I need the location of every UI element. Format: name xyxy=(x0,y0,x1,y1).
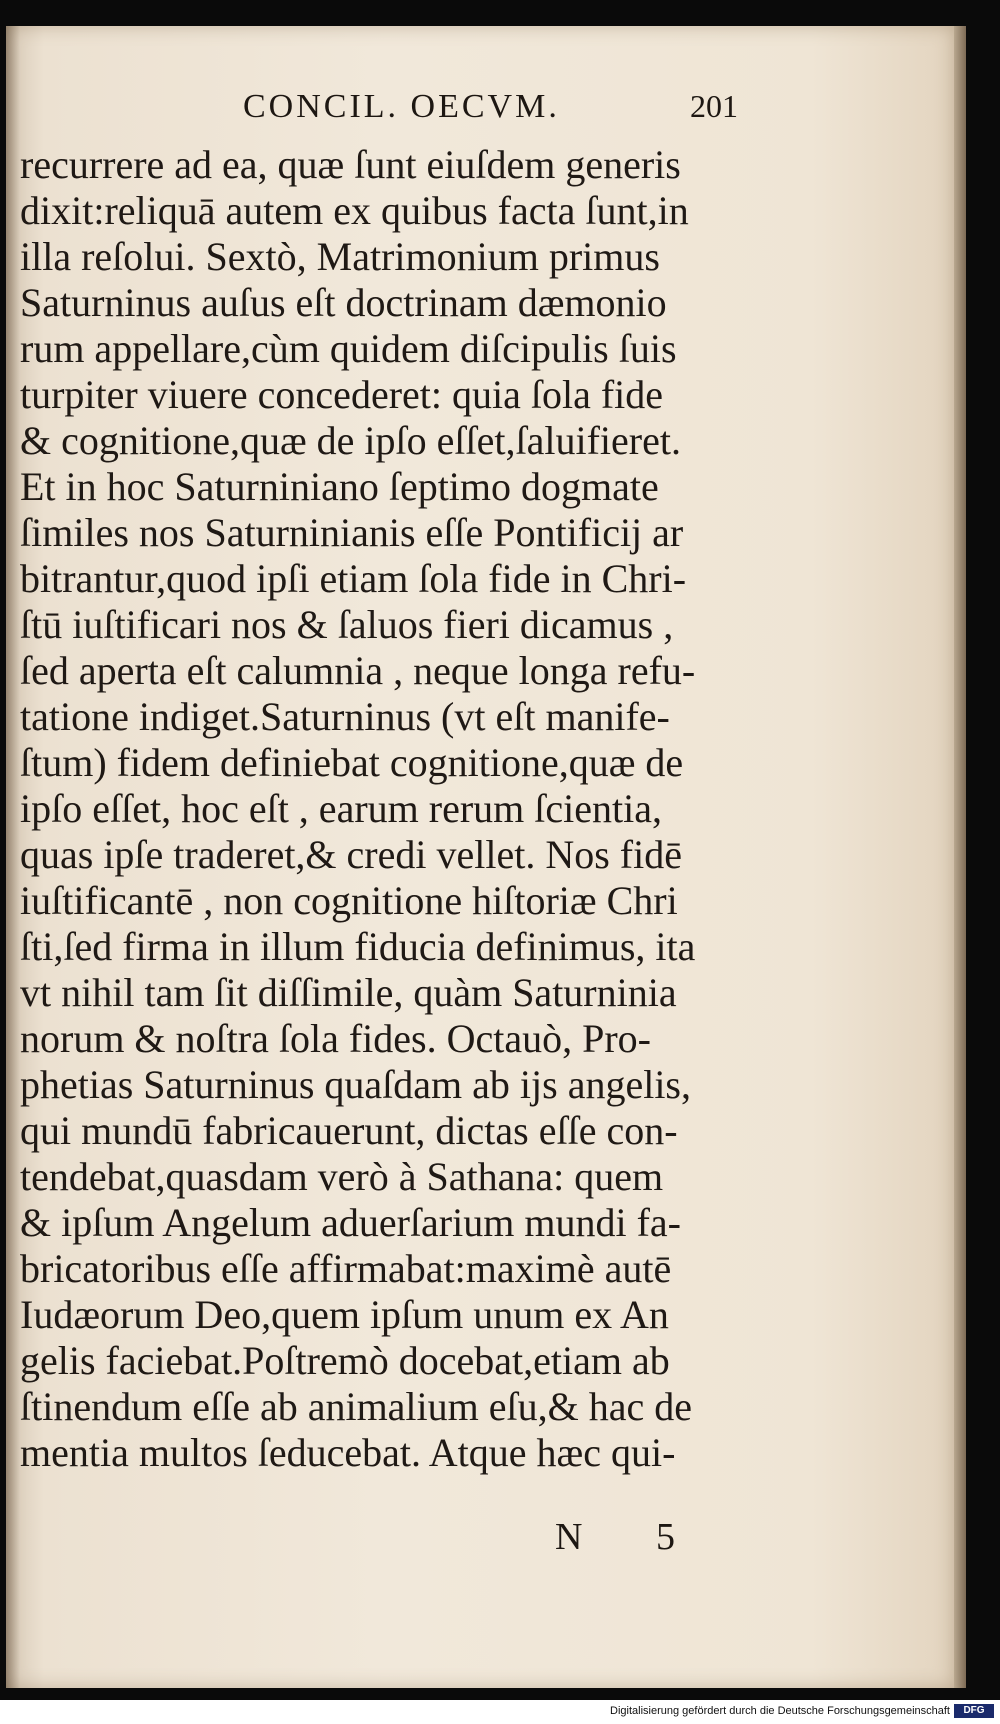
gutter-shadow xyxy=(6,26,20,1688)
page-number: 201 xyxy=(690,88,738,124)
signature-mark: N 5 xyxy=(555,1516,707,1558)
text-line: ſti,ſed firma in illum fiducia definimus, ita xyxy=(20,924,696,969)
text-line: & ipſum Angelum aduerſarium mundi fa- xyxy=(20,1200,681,1245)
text-line: bitrantur,quod ipſi etiam ſola fide in Chri- xyxy=(20,556,687,601)
body-text xyxy=(20,142,790,1476)
text-line: quas ipſe traderet,& credi vellet. Nos fidē xyxy=(20,832,682,877)
text-line: Saturninus auſus eſt doctrinam dæmonio xyxy=(20,280,667,325)
text-line: ſimiles nos Saturninianis eſſe Pontificij ar xyxy=(20,510,684,555)
text-line: vt nihil tam ſit diſſimile, quàm Saturninia xyxy=(20,970,677,1015)
text-line: illa reſolui. Sextò, Matrimonium primus xyxy=(20,234,660,279)
page-header xyxy=(0,88,1000,138)
text-line: ſtinendum eſſe ab animalium eſu,& hac de xyxy=(20,1384,693,1429)
text-line: phetias Saturninus quaſdam ab ijs angelis, xyxy=(20,1062,691,1107)
text-line: tatione indiget.Saturninus (vt eſt manife- xyxy=(20,694,670,739)
text-line: iuſtificantē , non cognitione hiſtoriæ Chri xyxy=(20,878,678,923)
page-edge xyxy=(954,26,966,1688)
running-head: CONCIL. OECVM. xyxy=(243,88,560,125)
text-line: & cognitione,quæ de ipſo eſſet,ſaluifieret. xyxy=(20,418,681,463)
text-line: qui mundū fabricauerunt, dictas eſſe con- xyxy=(20,1108,678,1153)
dfg-logo: DFG xyxy=(954,1704,994,1718)
text-line: rum appellare,cùm quidem diſcipulis ſuis xyxy=(20,326,677,371)
text-line: dixit:reliquā autem ex quibus facta ſunt,in xyxy=(20,188,689,233)
text-line: turpiter viuere concederet: quia ſola fide xyxy=(20,372,664,417)
text-line: bricatoribus eſſe affirmabat:maximè autē xyxy=(20,1246,672,1291)
text-line: recurrere ad ea, quæ ſunt eiuſdem generis xyxy=(20,142,681,187)
text-line: mentia multos ſeducebat. Atque hæc qui- xyxy=(20,1430,676,1475)
text-line: Et in hoc Saturniniano ſeptimo dogmate xyxy=(20,464,659,509)
text-line: ſtū iuſtificari nos & ſaluos fieri dicamus , xyxy=(20,602,674,647)
text-line: ipſo eſſet, hoc eſt , earum rerum ſcientia, xyxy=(20,786,662,831)
text-line: tendebat,quasdam verò à Sathana: quem xyxy=(20,1154,664,1199)
digitization-credit: Digitalisierung gefördert durch die Deutsche Forschungsgemeinschaft xyxy=(610,1705,950,1717)
text-line: ſed aperta eſt calumnia , neque longa refu- xyxy=(20,648,696,693)
text-line: Iudæorum Deo,quem ipſum unum ex An xyxy=(20,1292,669,1337)
text-line: ſtum) fidem definiebat cognitione,quæ de xyxy=(20,740,684,785)
text-line: gelis faciebat.Poſtremò docebat,etiam ab xyxy=(20,1338,670,1383)
text-line: norum & noſtra ſola fides. Octauò, Pro- xyxy=(20,1016,651,1061)
